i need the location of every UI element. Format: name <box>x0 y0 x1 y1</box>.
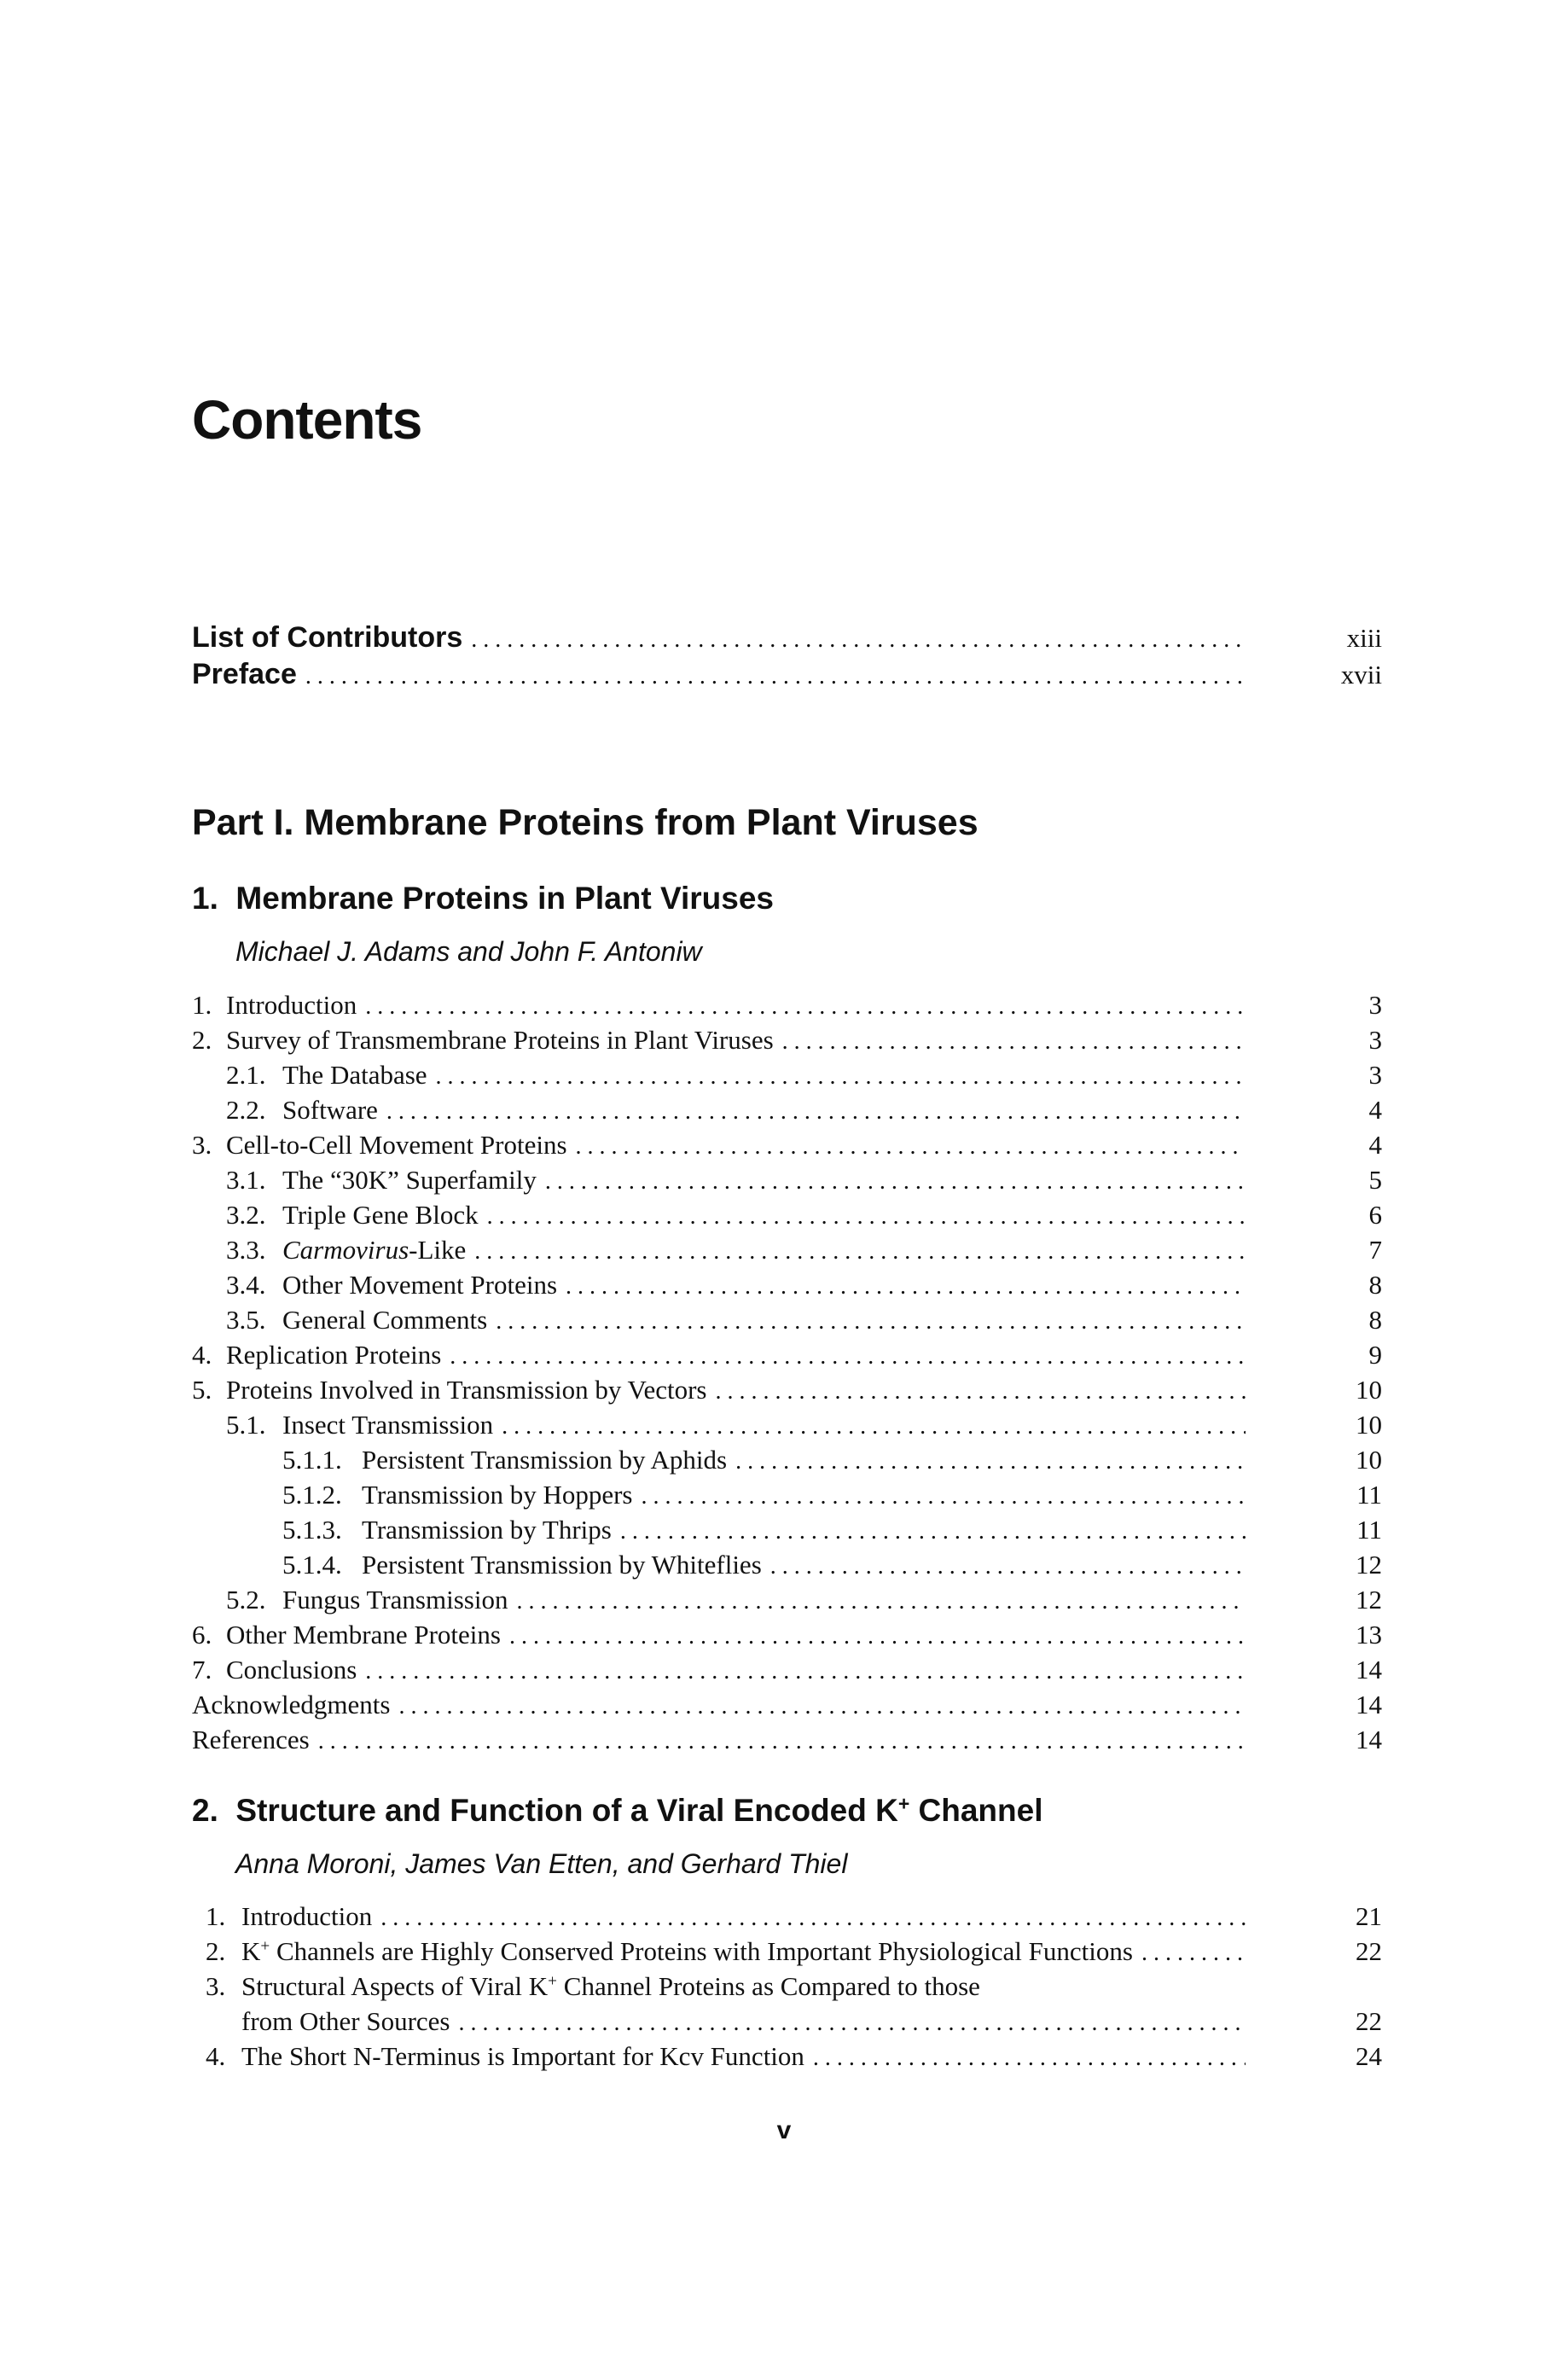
toc-entry[interactable] <box>192 1095 1382 1130</box>
dot-leader <box>365 1658 1246 1685</box>
entry-label: Preface <box>192 658 297 690</box>
entry-label: Conclusions <box>226 1655 357 1684</box>
entry-label-start: K <box>241 1936 261 1966</box>
page-number: 10 <box>1356 1445 1382 1475</box>
chapter-number: 2. <box>192 1793 218 1828</box>
entry-label <box>282 1235 474 1265</box>
toc-entry[interactable] <box>192 1165 1382 1200</box>
page-folio: v <box>776 2116 792 2144</box>
page-number: 8 <box>1368 1270 1382 1300</box>
section-number: 3. <box>192 1130 212 1160</box>
toc-entry[interactable] <box>192 658 1382 695</box>
entry-label-rest: Channels are Highly Conserved Proteins with Important Physiological Functions <box>270 1936 1133 1966</box>
page-number: 14 <box>1356 1655 1382 1684</box>
entry-label: Triple Gene Block <box>282 1200 479 1230</box>
dot-leader <box>620 1518 1246 1545</box>
page-number: 12 <box>1356 1550 1382 1580</box>
section-number: 3.1. <box>226 1165 266 1195</box>
section-number: 2. <box>192 1025 212 1055</box>
section-number: 5.1.1. <box>282 1445 342 1475</box>
entry-label-rest: Channel Proteins as Compared to those <box>557 1971 980 2001</box>
chapter-1-toc <box>192 990 1382 1760</box>
entry-label: Introduction <box>226 990 357 1020</box>
dot-leader <box>474 1238 1246 1265</box>
toc-entry[interactable] <box>192 1655 1382 1690</box>
section-number: 3.2. <box>226 1200 266 1230</box>
dot-leader <box>770 1553 1246 1580</box>
dot-leader <box>735 1448 1246 1475</box>
page-number: 21 <box>1356 1901 1382 1931</box>
dot-leader <box>509 1623 1246 1650</box>
entry-label: List of Contributors <box>192 621 463 654</box>
dot-leader <box>305 663 1246 690</box>
section-number: 7. <box>192 1655 212 1684</box>
page-number: 8 <box>1368 1305 1382 1335</box>
section-number: 2.2. <box>226 1095 266 1125</box>
page-number: 12 <box>1356 1585 1382 1615</box>
entry-label-rest: -Like <box>409 1235 467 1265</box>
page-number: 4 <box>1368 1095 1382 1125</box>
superscript-plus: + <box>548 1972 558 1991</box>
dot-leader <box>386 1098 1246 1126</box>
toc-entry[interactable] <box>192 1971 1382 2006</box>
page-number: 14 <box>1356 1725 1382 1754</box>
dot-leader <box>576 1133 1246 1161</box>
page-number: 3 <box>1368 1060 1382 1090</box>
entry-label: Persistent Transmission by Aphids <box>362 1445 728 1475</box>
entry-label: Introduction <box>241 1901 373 1931</box>
page-number: 4 <box>1368 1130 1382 1160</box>
section-number: 4. <box>206 2041 226 2071</box>
entry-label <box>241 1971 989 2002</box>
dot-leader <box>450 1343 1246 1370</box>
toc-entry[interactable] <box>192 1480 1382 1515</box>
toc-entry[interactable] <box>192 1690 1382 1725</box>
section-number: 4. <box>192 1340 212 1370</box>
entry-label: Proteins Involved in Transmission by Vectors <box>226 1375 707 1405</box>
dot-leader <box>1141 1940 1246 1967</box>
entry-label: The “30K” Superfamily <box>282 1165 537 1195</box>
dot-leader <box>642 1483 1246 1510</box>
entry-label-italic: Carmovirus <box>282 1235 409 1265</box>
chapter-authors: Michael J. Adams and John F. Antoniw <box>235 936 702 967</box>
entry-label: General Comments <box>282 1305 488 1335</box>
toc-entry[interactable] <box>192 1060 1382 1095</box>
entry-label: Acknowledgments <box>192 1690 391 1719</box>
page-number: 22 <box>1356 2006 1382 2036</box>
section-number: 5.1.2. <box>282 1480 342 1510</box>
toc-entry-continuation[interactable] <box>192 2006 1382 2041</box>
section-number: 5.2. <box>226 1585 266 1615</box>
chapter-2-toc <box>192 1901 1382 2076</box>
entry-label: Survey of Transmembrane Proteins in Plant Viruses <box>226 1025 774 1055</box>
superscript-plus: + <box>260 1937 270 1956</box>
page-number: 11 <box>1356 1515 1382 1545</box>
entry-label: Transmission by Thrips <box>362 1515 612 1545</box>
section-number: 3.4. <box>226 1270 266 1300</box>
entry-label: References <box>192 1725 310 1754</box>
part-heading: Part I. Membrane Proteins from Plant Viruses <box>192 802 979 843</box>
section-number: 6. <box>192 1620 212 1649</box>
page-number: 13 <box>1356 1620 1382 1649</box>
dot-leader <box>516 1588 1246 1615</box>
entry-label <box>241 1936 1141 1967</box>
entry-label: Other Movement Proteins <box>282 1270 558 1300</box>
toc-entry[interactable] <box>192 1585 1382 1620</box>
section-number: 5. <box>192 1375 212 1405</box>
dot-leader <box>318 1728 1246 1755</box>
page-number: 6 <box>1368 1200 1382 1230</box>
toc-entry[interactable] <box>192 990 1382 1025</box>
entry-label: The Database <box>282 1060 427 1090</box>
page-number: 3 <box>1368 990 1382 1020</box>
page-number: 11 <box>1356 1480 1382 1510</box>
toc-entry[interactable] <box>192 1235 1382 1270</box>
entry-label: The Short N-Terminus is Important for Kcv Function <box>241 2041 804 2071</box>
toc-entry[interactable] <box>192 1305 1382 1340</box>
dot-leader <box>496 1308 1246 1335</box>
section-number: 1. <box>206 1901 226 1931</box>
section-number: 5.1.4. <box>282 1550 342 1580</box>
chapter-title-text: Structure and Function of a Viral Encoded K <box>235 1793 898 1828</box>
section-number: 3.5. <box>226 1305 266 1335</box>
toc-entry[interactable] <box>192 1550 1382 1585</box>
toc-entry[interactable] <box>192 621 1382 658</box>
entry-label: Insect Transmission <box>282 1410 494 1440</box>
entry-label: Fungus Transmission <box>282 1585 508 1615</box>
toc-entry[interactable] <box>192 1901 1382 1936</box>
entry-label: Persistent Transmission by Whiteflies <box>362 1550 762 1580</box>
page-number: 24 <box>1356 2041 1382 2071</box>
section-number: 5.1. <box>226 1410 266 1440</box>
chapter-title[interactable] <box>192 1793 1042 1829</box>
page-number: xiii <box>1346 623 1382 653</box>
section-number: 3. <box>206 1971 226 2001</box>
dot-leader <box>487 1203 1246 1231</box>
page-title: Contents <box>192 389 422 451</box>
entry-label: Cell-to-Cell Movement Proteins <box>226 1130 567 1160</box>
page-number: 3 <box>1368 1025 1382 1055</box>
dot-leader <box>380 1905 1246 1932</box>
toc-entry[interactable] <box>192 1130 1382 1165</box>
section-number: 2.1. <box>226 1060 266 1090</box>
toc-entry[interactable] <box>192 1936 1382 1971</box>
dot-leader <box>715 1378 1246 1405</box>
chapter-authors: Anna Moroni, James Van Etten, and Gerhard Thiel <box>235 1848 848 1879</box>
toc-entry[interactable] <box>192 1445 1382 1480</box>
page-number: 10 <box>1356 1410 1382 1440</box>
toc-entry[interactable] <box>192 1410 1382 1445</box>
dot-leader <box>566 1273 1246 1300</box>
dot-leader <box>471 626 1246 654</box>
section-number: 3.3. <box>226 1235 266 1265</box>
dot-leader <box>459 2010 1246 2037</box>
chapter-title-text: Membrane Proteins in Plant Viruses <box>235 881 774 916</box>
superscript-plus: + <box>897 1792 910 1815</box>
page-number: 22 <box>1356 1936 1382 1966</box>
entry-label: Replication Proteins <box>226 1340 442 1370</box>
page-number: 9 <box>1368 1340 1382 1370</box>
toc-entry[interactable] <box>192 2041 1382 2076</box>
page-number: 14 <box>1356 1690 1382 1719</box>
dot-leader <box>502 1413 1246 1440</box>
dot-leader <box>398 1693 1246 1720</box>
front-matter-list <box>192 621 1382 695</box>
page-number: xvii <box>1340 660 1382 689</box>
section-number: 5.1.3. <box>282 1515 342 1545</box>
entry-label: Transmission by Hoppers <box>362 1480 633 1510</box>
toc-entry[interactable] <box>192 1340 1382 1375</box>
chapter-title[interactable] <box>192 881 774 916</box>
entry-label-start: Structural Aspects of Viral K <box>241 1971 549 2001</box>
section-number: 1. <box>192 990 212 1020</box>
toc-entry[interactable] <box>192 1270 1382 1305</box>
entry-label: Software <box>282 1095 378 1125</box>
toc-entry[interactable] <box>192 1515 1382 1550</box>
page-number: 10 <box>1356 1375 1382 1405</box>
page-number: 5 <box>1368 1165 1382 1195</box>
toc-entry[interactable] <box>192 1375 1382 1410</box>
toc-entry[interactable] <box>192 1200 1382 1235</box>
dot-leader <box>436 1063 1246 1091</box>
toc-entry[interactable] <box>192 1025 1382 1060</box>
dot-leader <box>365 993 1246 1021</box>
page-number: 7 <box>1368 1235 1382 1265</box>
dot-leader <box>545 1168 1246 1196</box>
section-number: 2. <box>206 1936 226 1966</box>
entry-label: Other Membrane Proteins <box>226 1620 501 1649</box>
entry-label: from Other Sources <box>241 2006 450 2036</box>
toc-entry[interactable] <box>192 1725 1382 1760</box>
chapter-title-text-end: Channel <box>909 1793 1043 1828</box>
toc-entry[interactable] <box>192 1620 1382 1655</box>
chapter-number: 1. <box>192 881 218 916</box>
dot-leader <box>782 1028 1246 1056</box>
dot-leader <box>813 2045 1246 2072</box>
